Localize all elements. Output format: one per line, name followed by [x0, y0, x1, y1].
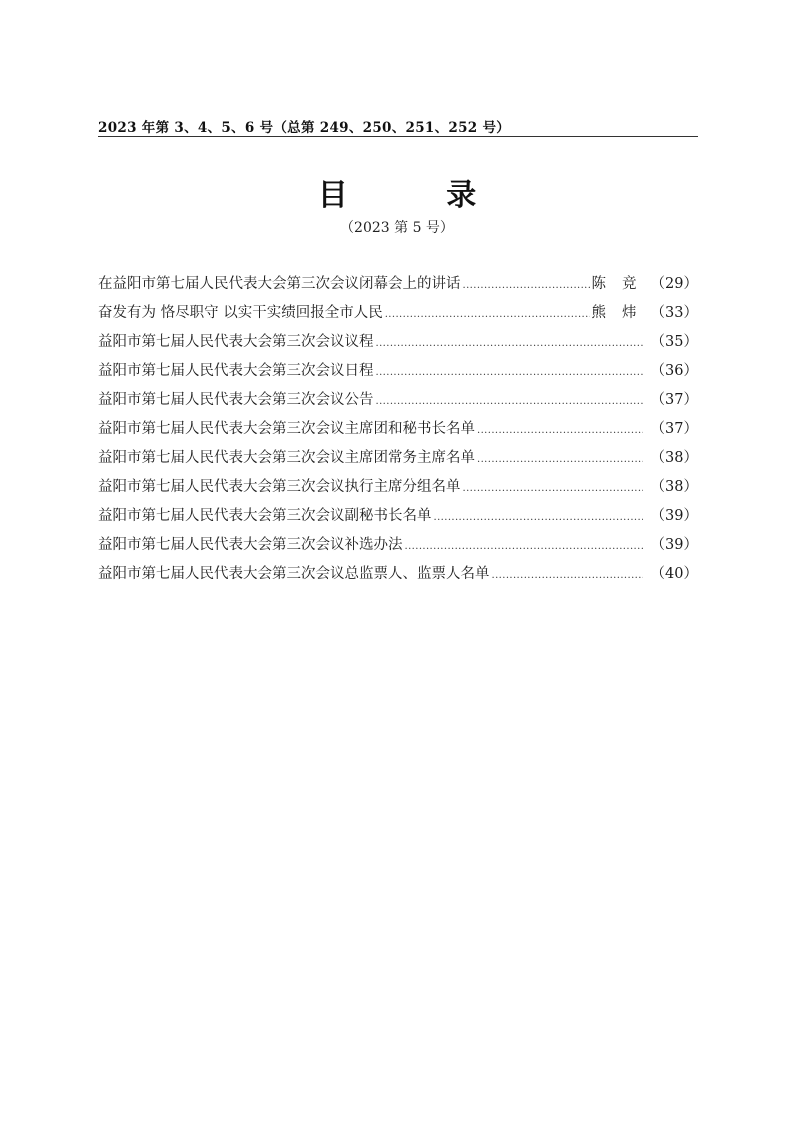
entry-page-number: （37） [650, 392, 698, 408]
entry-page-number: （33） [650, 305, 698, 321]
entry-page-number: （38） [650, 450, 698, 466]
entry-title: 在益阳市第七届人民代表大会第三次会议闭幕会上的讲话 [98, 276, 461, 292]
dot-leader [463, 483, 643, 494]
entry-title: 益阳市第七届人民代表大会第三次会议主席团常务主席名单 [98, 450, 475, 466]
toc-title: 目 录 [317, 178, 521, 213]
toc-entry[interactable] [98, 533, 698, 562]
entry-title: 益阳市第七届人民代表大会第三次会议主席团和秘书长名单 [98, 421, 475, 437]
toc-subtitle: （2023 第 5 号） [340, 220, 454, 236]
entry-page-number: （36） [650, 363, 698, 379]
entry-title: 益阳市第七届人民代表大会第三次会议公告 [98, 392, 374, 408]
entry-page-number: （39） [650, 508, 698, 524]
dot-leader [376, 338, 643, 349]
entry-page-number: （40） [650, 566, 698, 582]
header-divider [98, 136, 698, 137]
dot-leader [463, 280, 590, 291]
dot-leader [477, 425, 643, 436]
dot-leader [376, 396, 643, 407]
toc-entry[interactable] [98, 475, 698, 504]
entry-title: 益阳市第七届人民代表大会第三次会议日程 [98, 363, 374, 379]
toc-entry[interactable] [98, 301, 698, 330]
issue-header: 2023 年第 3、4、5、6 号（总第 249、250、251、252 号） [98, 120, 511, 136]
entry-title: 益阳市第七届人民代表大会第三次会议补选办法 [98, 537, 403, 553]
entry-page-number: （29） [650, 276, 698, 292]
entry-page-number: （35） [650, 334, 698, 350]
toc-entry[interactable] [98, 388, 698, 417]
entry-title: 益阳市第七届人民代表大会第三次会议总监票人、监票人名单 [98, 566, 490, 582]
dot-leader [376, 367, 643, 378]
entry-author: 陈竞 [591, 276, 653, 292]
entry-title: 奋发有为 恪尽职守 以实干实绩回报全市人民 [98, 305, 383, 321]
entry-page-number: （37） [650, 421, 698, 437]
dot-leader [385, 309, 590, 320]
toc-entry[interactable] [98, 330, 698, 359]
entry-author: 熊炜 [591, 305, 653, 321]
toc-entry[interactable] [98, 562, 698, 591]
entry-page-number: （38） [650, 479, 698, 495]
entry-page-number: （39） [650, 537, 698, 553]
toc-entry[interactable] [98, 272, 698, 301]
dot-leader [405, 541, 643, 552]
toc-entry[interactable] [98, 504, 698, 533]
dot-leader [434, 512, 643, 523]
entry-title: 益阳市第七届人民代表大会第三次会议副秘书长名单 [98, 508, 432, 524]
entry-title: 益阳市第七届人民代表大会第三次会议执行主席分组名单 [98, 479, 461, 495]
dot-leader [477, 454, 643, 465]
toc-entry[interactable] [98, 417, 698, 446]
dot-leader [492, 570, 643, 581]
toc-entry[interactable] [98, 359, 698, 388]
toc-list [98, 272, 698, 591]
entry-title: 益阳市第七届人民代表大会第三次会议议程 [98, 334, 374, 350]
toc-entry[interactable] [98, 446, 698, 475]
